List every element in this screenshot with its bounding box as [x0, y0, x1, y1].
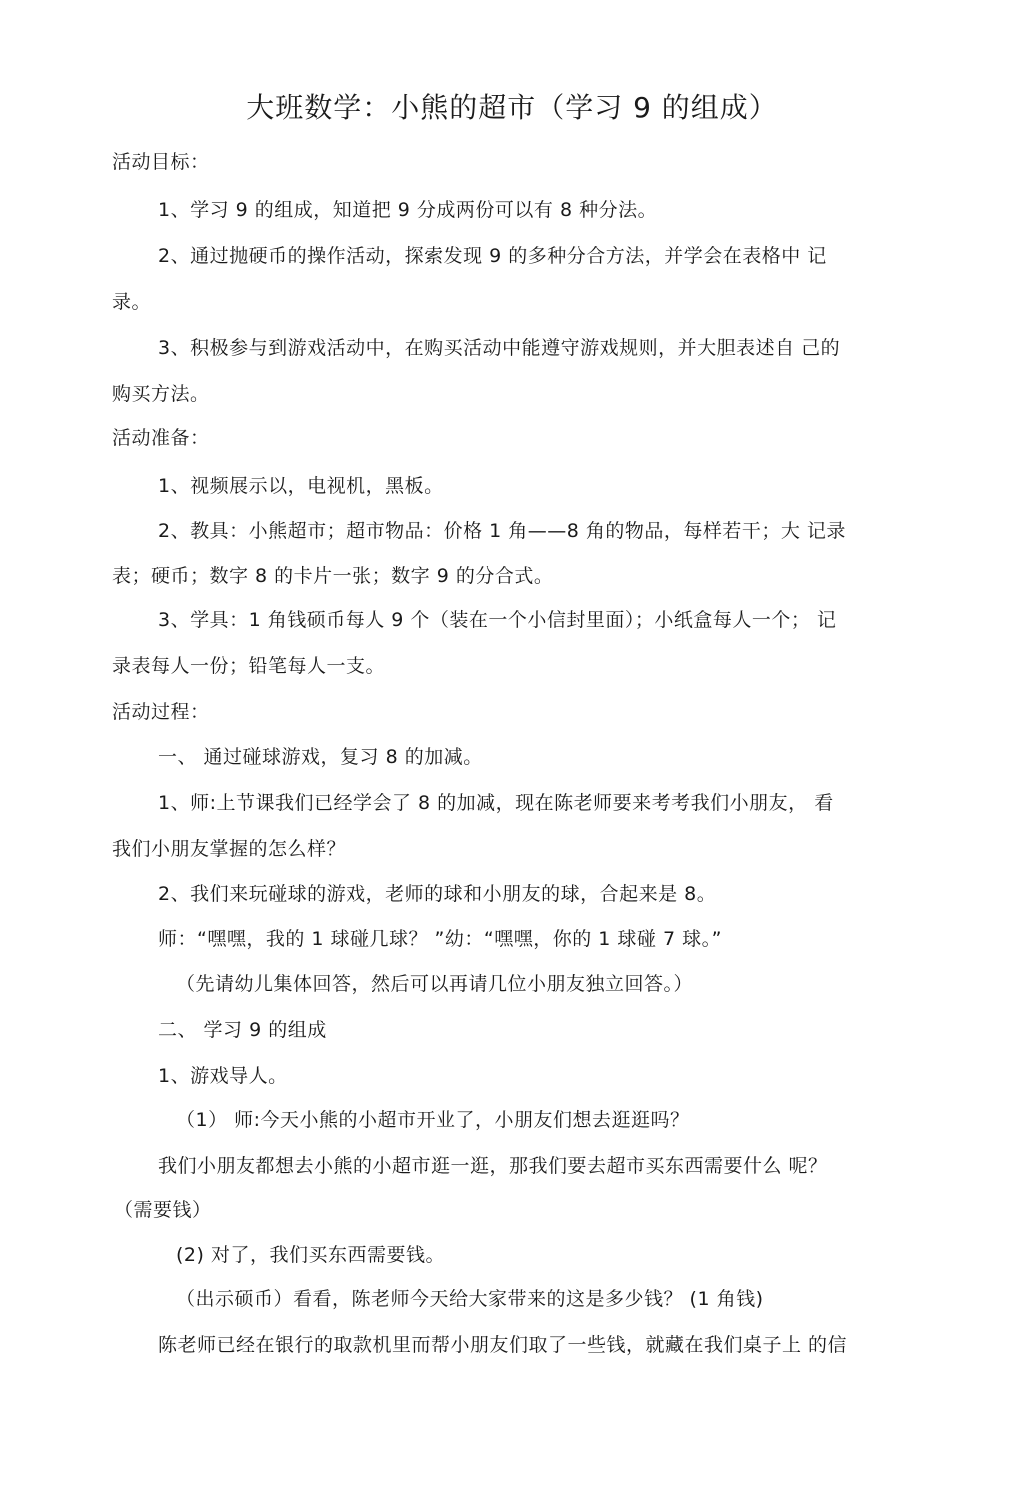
paragraph-line: 1、视频展示以，电视机，黑板。	[158, 475, 444, 497]
section-heading-process: 活动过程：	[112, 701, 210, 723]
paragraph-line: 我们小朋友掌握的怎么样？	[112, 838, 347, 860]
subheading-line: 一、 通过碰球游戏，复习 8 的加减。	[158, 746, 483, 768]
paragraph-line: 1、游戏导人。	[158, 1065, 288, 1087]
paragraph-line: 3、学具：1 角钱硕币每人 9 个（装在一个小信封里面）；小纸盒每人一个； 记	[158, 609, 837, 631]
paragraph-line: 购买方法。	[112, 383, 210, 405]
document-title: 大班数学：小熊的超市（学习 9 的组成）	[246, 91, 778, 124]
paragraph-line: (2) 对了，我们买东西需要钱。	[176, 1244, 445, 1266]
section-heading-preparation: 活动准备：	[112, 427, 210, 449]
paragraph-line: 2、教具：小熊超市；超市物品：价格 1 角——8 角的物品，每样若干；大 记录	[158, 520, 846, 542]
note-line: （先请幼儿集体回答，然后可以再请几位小朋友独立回答。）	[176, 973, 694, 995]
paragraph-line: 3、积极参与到游戏活动中，在购买活动中能遵守游戏规则，并大胆表述自 己的	[158, 337, 841, 359]
paragraph-line: 2、我们来玩碰球的游戏，老师的球和小朋友的球，合起来是 8。	[158, 883, 717, 905]
paragraph-line: （需要钱）	[114, 1199, 212, 1221]
dialogue-line: 师：“嘿嘿，我的 1 球碰几球？ ”幼：“嘿嘿，你的 1 球碰 7 球。”	[158, 928, 722, 950]
subheading-line: 二、 学习 9 的组成	[158, 1019, 327, 1041]
paragraph-line: 1、师:上节课我们已经学会了 8 的加减，现在陈老师要来考考我们小朋友， 看	[158, 792, 834, 814]
paragraph-line: （出示硕币）看看，陈老师今天给大家带来的这是多少钱？ (1 角钱)	[176, 1288, 764, 1310]
section-heading-goals: 活动目标：	[112, 151, 210, 173]
paragraph-line: 录。	[112, 291, 152, 313]
paragraph-line: 陈老师已经在银行的取款机里而帮小朋友们取了一些钱，就藏在我们桌子上 的信	[158, 1334, 848, 1356]
paragraph-line: 录表每人一份；铅笔每人一支。	[112, 655, 386, 677]
paragraph-line: 2、通过抛硬币的操作活动，探索发现 9 的多种分合方法，并学会在表格中 记	[158, 245, 827, 267]
paragraph-line: 1、学习 9 的组成，知道把 9 分成两份可以有 8 种分法。	[158, 199, 658, 221]
paragraph-line: 表；硬币；数字 8 的卡片一张；数字 9 的分合式。	[112, 565, 554, 587]
paragraph-line: 我们小朋友都想去小熊的小超市逛一逛，那我们要去超市买东西需要什么 呢？	[158, 1155, 828, 1177]
paragraph-line: （1） 师:今天小熊的小超市开业了，小朋友们想去逛逛吗？	[176, 1109, 690, 1131]
